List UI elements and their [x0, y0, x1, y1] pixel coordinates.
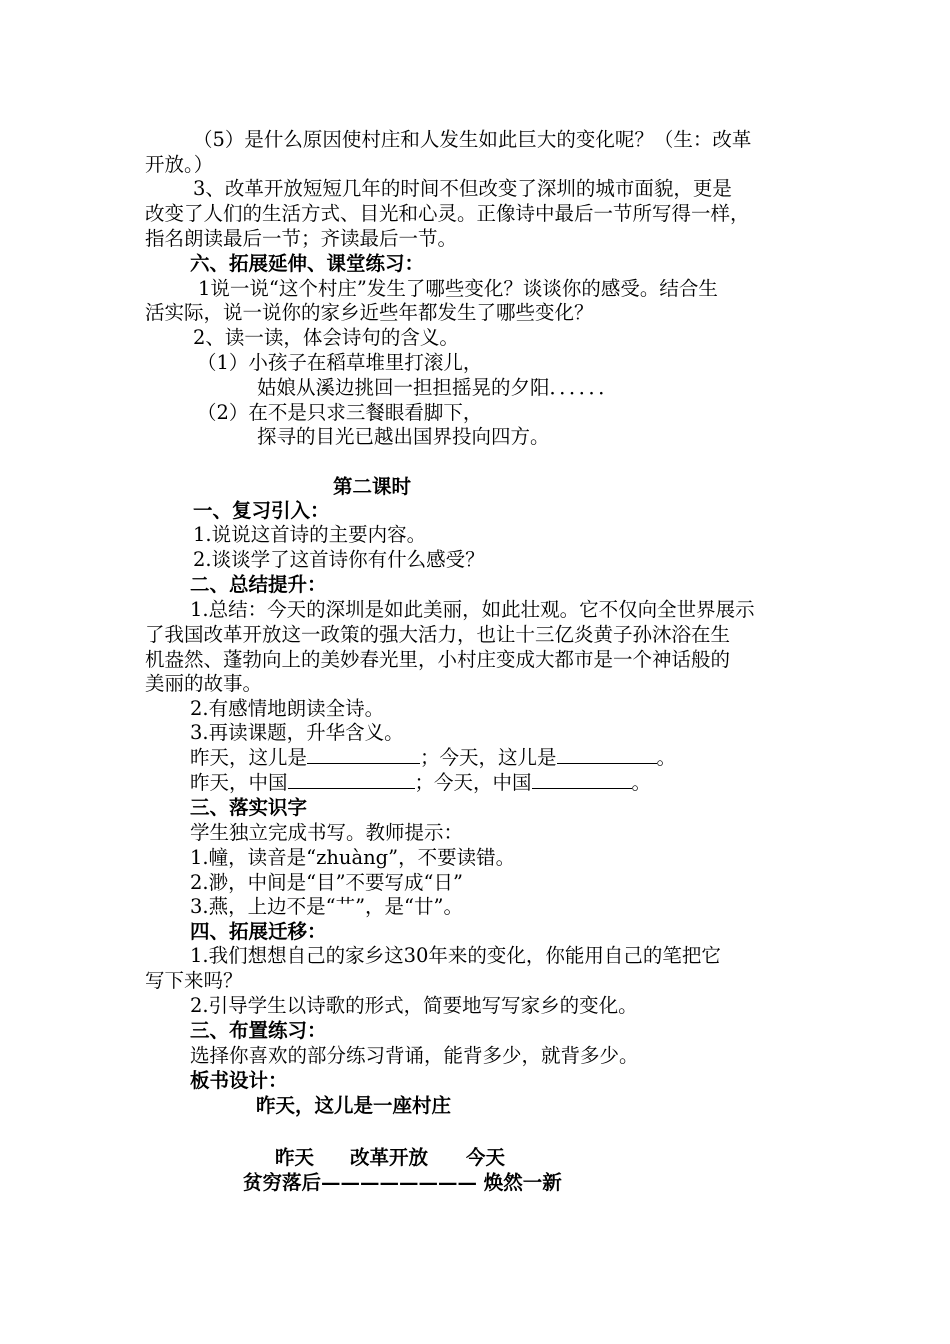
paragraph-line: 改变了人们的生活方式、目光和心灵。正像诗中最后一节所写得一样，: [145, 202, 750, 225]
paragraph-line: 1说一说“这个村庄”发生了哪些变化？谈谈你的感受。结合生: [198, 277, 718, 300]
answer-blank[interactable]: [557, 745, 657, 764]
paragraph-line: 美丽的故事。: [145, 672, 263, 695]
paragraph-line: 2.谈谈学了这首诗你有什么感受？: [193, 548, 485, 571]
paragraph-line: 1.我们想想自己的家乡这30年来的变化，你能用自己的笔把它: [190, 944, 721, 967]
fill-in-text: 昨天，中国: [190, 771, 288, 794]
paragraph-line: （5）是什么原因使村庄和人发生如此巨大的变化呢？（生：改革: [193, 128, 752, 151]
fill-in-text: ；今天，这儿是: [420, 746, 557, 769]
section-heading: 一、复习引入：: [193, 499, 330, 522]
paragraph-line: 选择你喜欢的部分练习背诵，能背多少，就背多少。: [190, 1044, 639, 1067]
paragraph-line: 2.有感情地朗读全诗。: [190, 697, 385, 720]
fill-in-text: 。: [656, 746, 677, 769]
board-design-title: 昨天，这儿是一座村庄: [256, 1094, 452, 1117]
section-heading: 板书设计：: [190, 1069, 288, 1092]
fill-in-text: ；今天，中国: [414, 771, 532, 794]
section-heading: 二、总结提升：: [190, 573, 327, 596]
poem-line: （2）在不是只求三餐眼看脚下，: [197, 401, 483, 424]
paragraph-line: 活实际，说一说你的家乡近些年都发生了哪些变化？: [145, 301, 594, 324]
board-design-line: 贫穷落后———————— 焕然一新: [243, 1171, 562, 1194]
section-heading: 三、布置练习：: [190, 1019, 327, 1042]
board-design-label: 昨天: [275, 1146, 315, 1169]
paragraph-line: 指名朗读最后一节；齐读最后一节。: [145, 227, 458, 250]
page-section-title: 第二课时: [333, 475, 412, 498]
fill-in-line: [190, 745, 676, 770]
board-design-label: 今天: [466, 1146, 506, 1169]
fill-in-text: 昨天，这儿是: [190, 746, 308, 769]
poem-line: 探寻的目光已越出国界投向四方。: [257, 425, 550, 448]
paragraph-line: 了我国改革开放这一政策的强大活力，也让十三亿炎黄子孙沐浴在生: [145, 623, 731, 646]
paragraph-line: 机盎然、蓬勃向上的美妙春光里，小村庄变成大都市是一个神话般的: [145, 648, 731, 671]
paragraph-line: 1.说说这首诗的主要内容。: [193, 523, 427, 546]
paragraph-line: 3.燕，上边不是“艹”，是“廿”。: [190, 895, 463, 918]
poem-line: （1）小孩子在稻草堆里打滚儿，: [197, 351, 483, 374]
poem-line: 姑娘从溪边挑回一担担摇晃的夕阳．．．．．．: [257, 376, 618, 399]
paragraph-line: 2.渺，中间是“目”不要写成“日”: [190, 871, 463, 894]
paragraph-line: 写下来吗？: [145, 969, 243, 992]
paragraph-line: 1.总结：今天的深圳是如此美丽，如此壮观。它不仅向全世界展示: [190, 598, 755, 621]
paragraph-line: 1.幢，读音是“zhuàng”，不要读错。: [190, 846, 516, 869]
paragraph-line: 2、读一读，体会诗句的含义。: [193, 326, 459, 349]
board-design-label: 改革开放: [350, 1146, 429, 1169]
answer-blank[interactable]: [288, 770, 415, 789]
paragraph-line: 开放。）: [145, 153, 214, 176]
section-heading: 三、落实识字: [190, 796, 308, 819]
section-heading: 四、拓展迁移：: [190, 920, 327, 943]
paragraph-line: 学生独立完成书写。教师提示：: [190, 821, 464, 844]
section-heading: 六、拓展延伸、课堂练习：: [190, 252, 425, 275]
answer-blank[interactable]: [307, 745, 420, 764]
paragraph-line: 3、改革开放短短几年的时间不但改变了深圳的城市面貌，更是: [193, 177, 732, 200]
answer-blank[interactable]: [532, 770, 632, 789]
paragraph-line: 2.引导学生以诗歌的形式，简要地写写家乡的变化。: [190, 994, 638, 1017]
fill-in-text: 。: [631, 771, 652, 794]
paragraph-line: 3.再读课题，升华含义。: [190, 721, 404, 744]
fill-in-line: [190, 770, 651, 795]
